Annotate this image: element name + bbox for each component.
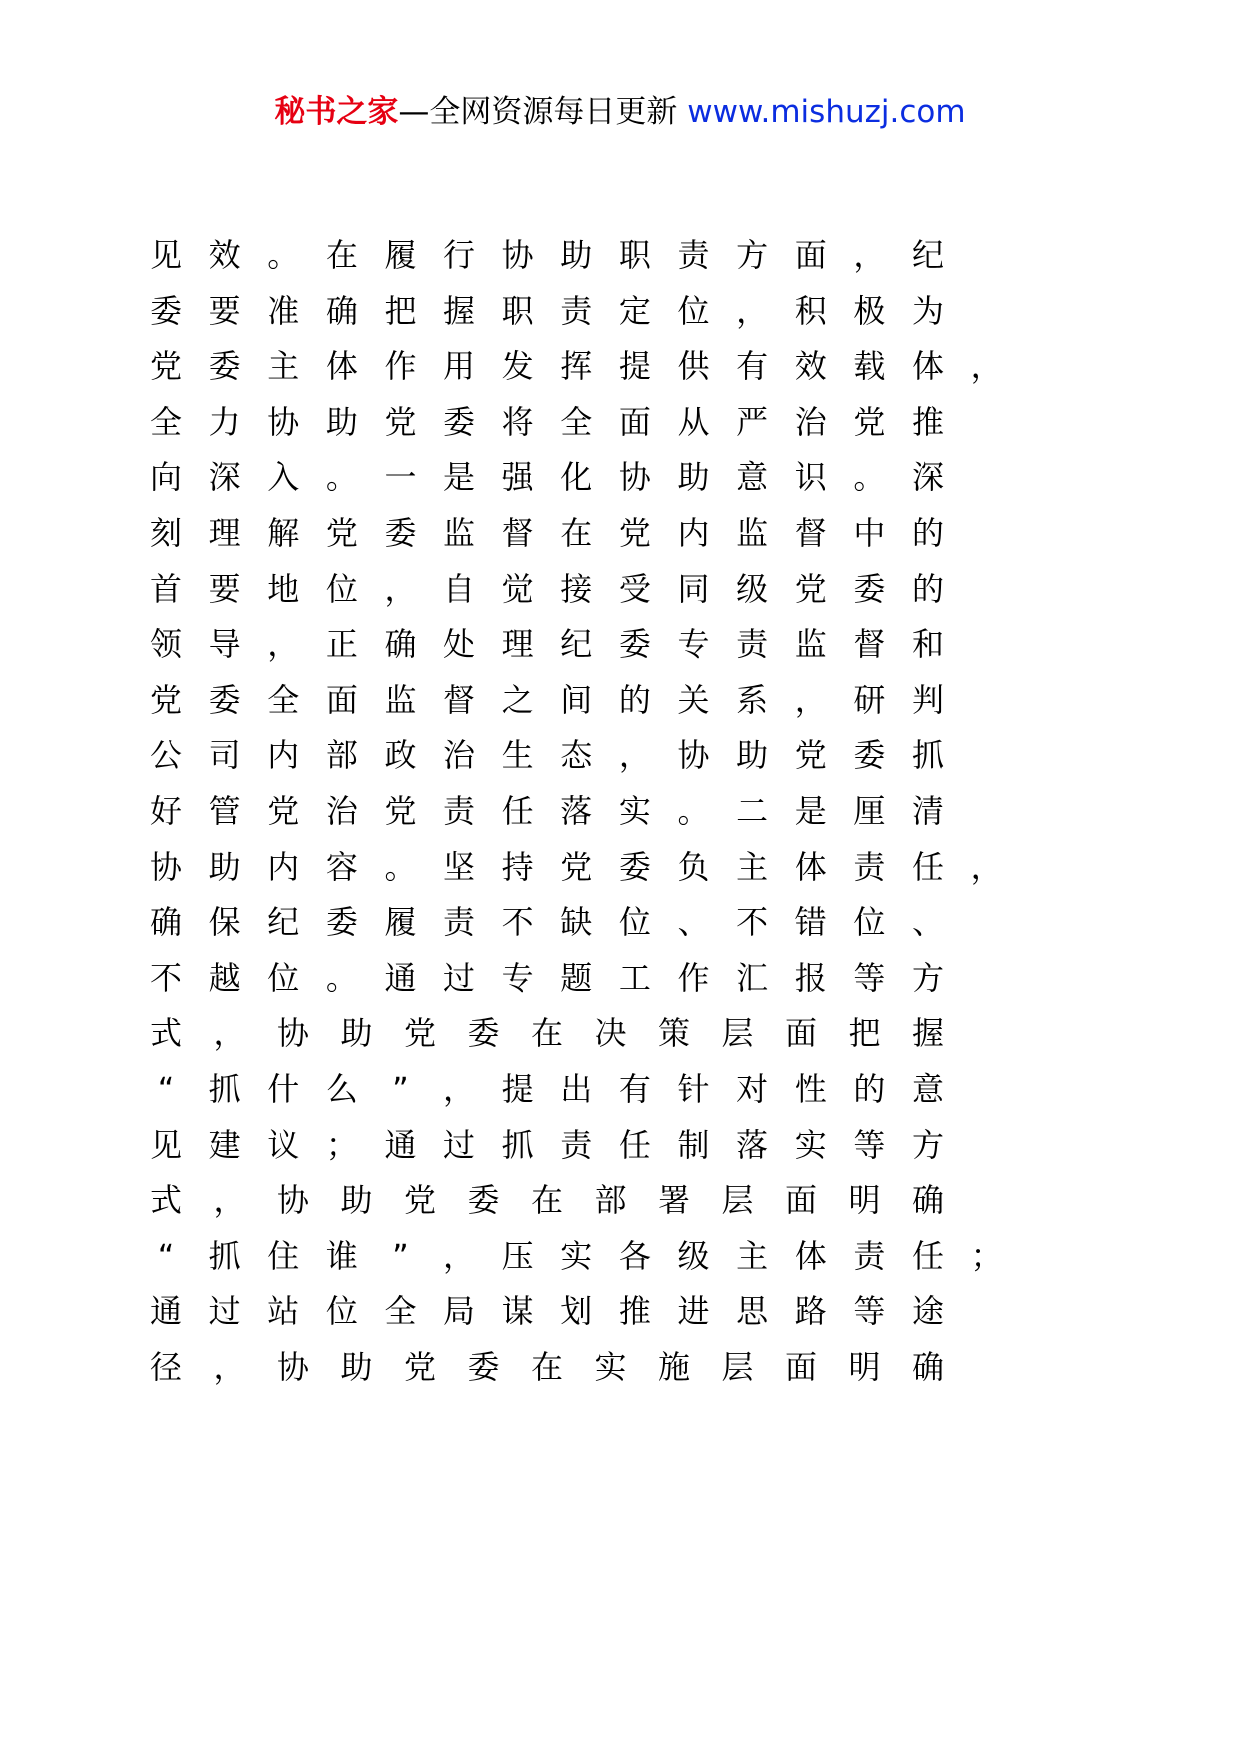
text-char: 内 bbox=[267, 736, 300, 775]
text-char: 要 bbox=[208, 291, 241, 330]
text-char: 内 bbox=[267, 847, 300, 886]
text-char: 职 bbox=[618, 236, 651, 274]
text-char: 决 bbox=[594, 1014, 627, 1053]
text-char: 一 bbox=[384, 458, 417, 497]
text-char: ” bbox=[392, 1070, 409, 1108]
text-char: 、 bbox=[677, 903, 710, 942]
text-char: 确 bbox=[325, 291, 358, 330]
text-char: 纪 bbox=[911, 236, 944, 274]
text-char: 监 bbox=[443, 514, 476, 552]
text-char: 面 bbox=[784, 1014, 817, 1053]
text-char: 监 bbox=[384, 680, 417, 719]
text-char: 握 bbox=[443, 291, 476, 330]
text-char: 党 bbox=[325, 514, 358, 552]
text-char: 对 bbox=[736, 1070, 769, 1108]
text-char: 意 bbox=[736, 458, 769, 497]
text-char: 党 bbox=[149, 347, 182, 386]
text-char: 报 bbox=[794, 958, 827, 997]
text-char: 提 bbox=[618, 347, 651, 386]
text-char: 任 bbox=[911, 1236, 944, 1275]
site-brand: 秘书之家 bbox=[274, 94, 399, 130]
text-char: 落 bbox=[560, 792, 593, 830]
text-char: 委 bbox=[325, 903, 358, 942]
text-char: 的 bbox=[618, 680, 651, 719]
text-char: 委 bbox=[467, 1348, 500, 1386]
text-char: 谁 bbox=[325, 1236, 358, 1275]
text-char: 协 bbox=[677, 736, 710, 775]
text-char: 在 bbox=[530, 1014, 563, 1053]
text-char: 督 bbox=[853, 625, 886, 664]
text-char: 抓 bbox=[911, 736, 944, 775]
text-char: 定 bbox=[618, 291, 651, 330]
text-char: 助 bbox=[677, 458, 710, 497]
text-char: 通 bbox=[384, 1125, 417, 1164]
text-char: 。 bbox=[853, 458, 886, 497]
text-char: 党 bbox=[403, 1181, 436, 1220]
text-char: 实 bbox=[560, 1236, 593, 1275]
text-char: 好 bbox=[149, 792, 182, 830]
text-char: 职 bbox=[501, 291, 534, 330]
text-char: 委 bbox=[618, 847, 651, 886]
text-char: 觉 bbox=[501, 569, 534, 608]
site-slogan: —全网资源每日更新 bbox=[398, 94, 678, 130]
text-char: ， bbox=[970, 347, 1003, 386]
text-char: 路 bbox=[794, 1292, 827, 1331]
text-char: 责 bbox=[736, 625, 769, 664]
text-char: 委 bbox=[853, 736, 886, 775]
text-char: 主 bbox=[736, 847, 769, 886]
text-char: 同 bbox=[677, 569, 710, 608]
text-char: 等 bbox=[853, 1292, 886, 1331]
text-char: 地 bbox=[267, 569, 300, 608]
text-char: 协 bbox=[149, 847, 182, 886]
text-char: 坚 bbox=[443, 847, 476, 886]
text-char: 明 bbox=[848, 1181, 881, 1220]
text-char: 层 bbox=[721, 1181, 754, 1220]
text-char: 主 bbox=[736, 1236, 769, 1275]
text-char: 纪 bbox=[560, 625, 593, 664]
text-char: 助 bbox=[736, 736, 769, 775]
text-char: 协 bbox=[276, 1348, 309, 1386]
text-char: 准 bbox=[267, 291, 300, 330]
text-char: 思 bbox=[736, 1292, 769, 1331]
text-char: 作 bbox=[384, 347, 417, 386]
text-char: 全 bbox=[560, 402, 593, 441]
text-char: 刻 bbox=[149, 514, 182, 552]
text-char: ， bbox=[384, 569, 417, 608]
text-char: 面 bbox=[794, 236, 827, 274]
site-header bbox=[0, 92, 1240, 132]
text-char: 途 bbox=[911, 1292, 944, 1331]
text-char: 党 bbox=[403, 1014, 436, 1053]
text-char: 是 bbox=[794, 792, 827, 830]
text-char: 体 bbox=[325, 347, 358, 386]
text-char: 。 bbox=[384, 847, 417, 886]
text-char: 监 bbox=[794, 625, 827, 664]
text-char: 积 bbox=[794, 291, 827, 330]
text-char: 系 bbox=[736, 680, 769, 719]
text-char: 助 bbox=[340, 1014, 373, 1053]
text-char: 在 bbox=[325, 236, 358, 274]
text-char: 助 bbox=[340, 1348, 373, 1386]
text-char: 党 bbox=[267, 792, 300, 830]
text-char: 厘 bbox=[853, 792, 886, 830]
text-char: 委 bbox=[443, 402, 476, 441]
text-char: 委 bbox=[467, 1181, 500, 1220]
text-char: ， bbox=[443, 1236, 476, 1275]
text-char: 什 bbox=[267, 1070, 300, 1108]
text-char: ； bbox=[970, 1236, 1003, 1275]
text-char: 面 bbox=[784, 1348, 817, 1386]
text-char: 不 bbox=[149, 958, 182, 997]
text-char: 方 bbox=[911, 1125, 944, 1164]
text-char: 任 bbox=[618, 1125, 651, 1164]
text-char: 保 bbox=[208, 903, 241, 942]
text-char: 履 bbox=[384, 236, 417, 274]
text-char: ， bbox=[267, 625, 300, 664]
text-char: 实 bbox=[618, 792, 651, 830]
text-char: 式 bbox=[149, 1181, 182, 1220]
text-char: 助 bbox=[208, 847, 241, 886]
text-char: 在 bbox=[530, 1181, 563, 1220]
text-char: 抓 bbox=[501, 1125, 534, 1164]
text-char: 题 bbox=[560, 958, 593, 997]
text-char: 委 bbox=[208, 680, 241, 719]
text-char: 挥 bbox=[560, 347, 593, 386]
text-char: 越 bbox=[208, 958, 241, 997]
text-char: 责 bbox=[560, 291, 593, 330]
text-char: 主 bbox=[267, 347, 300, 386]
text-char: 制 bbox=[677, 1125, 710, 1164]
text-char: 责 bbox=[853, 847, 886, 886]
text-char: 责 bbox=[443, 903, 476, 942]
text-char: 助 bbox=[560, 236, 593, 274]
text-char: 要 bbox=[208, 569, 241, 608]
text-char: 层 bbox=[721, 1348, 754, 1386]
text-char: 。 bbox=[325, 458, 358, 497]
text-char: ， bbox=[213, 1181, 246, 1220]
text-char: 公 bbox=[149, 736, 182, 775]
text-char: 专 bbox=[501, 958, 534, 997]
text-char: 面 bbox=[784, 1181, 817, 1220]
text-char: 督 bbox=[501, 514, 534, 552]
text-char: 位 bbox=[618, 903, 651, 942]
text-char: 极 bbox=[853, 291, 886, 330]
text-char: 推 bbox=[911, 402, 944, 441]
text-char: 位 bbox=[267, 958, 300, 997]
text-char: ， bbox=[970, 847, 1003, 886]
text-char: 党 bbox=[618, 514, 651, 552]
text-char: 通 bbox=[149, 1292, 182, 1331]
text-char: 出 bbox=[560, 1070, 593, 1108]
text-char: 针 bbox=[677, 1070, 710, 1108]
text-char: 党 bbox=[149, 680, 182, 719]
text-char: 严 bbox=[736, 402, 769, 441]
text-char: 议 bbox=[267, 1125, 300, 1164]
text-char: 住 bbox=[267, 1236, 300, 1275]
text-char: 汇 bbox=[736, 958, 769, 997]
text-char: 是 bbox=[443, 458, 476, 497]
text-char: 方 bbox=[911, 958, 944, 997]
text-char: 间 bbox=[560, 680, 593, 719]
text-char: 将 bbox=[501, 402, 534, 441]
text-char: 位 bbox=[677, 291, 710, 330]
text-char: 接 bbox=[560, 569, 593, 608]
text-char: 解 bbox=[267, 514, 300, 552]
text-char: 的 bbox=[911, 569, 944, 608]
text-char: 任 bbox=[911, 847, 944, 886]
text-char: 自 bbox=[443, 569, 476, 608]
text-char: 助 bbox=[325, 402, 358, 441]
text-char: 研 bbox=[853, 680, 886, 719]
text-char: 党 bbox=[794, 736, 827, 775]
text-char: 缺 bbox=[560, 903, 593, 942]
text-char: 管 bbox=[208, 792, 241, 830]
text-char: ， bbox=[736, 291, 769, 330]
text-char: ， bbox=[853, 236, 886, 274]
text-char: 明 bbox=[848, 1348, 881, 1386]
text-char: 供 bbox=[677, 347, 710, 386]
text-char: 推 bbox=[618, 1292, 651, 1331]
text-char: 确 bbox=[911, 1348, 944, 1386]
text-char: 谋 bbox=[501, 1292, 534, 1331]
text-char: 通 bbox=[384, 958, 417, 997]
text-char: 部 bbox=[325, 736, 358, 775]
text-char: 抓 bbox=[208, 1236, 241, 1275]
text-char: 过 bbox=[208, 1292, 241, 1331]
text-char: 的 bbox=[911, 514, 944, 552]
text-char: 督 bbox=[794, 514, 827, 552]
text-char: ， bbox=[213, 1014, 246, 1053]
text-char: 委 bbox=[384, 514, 417, 552]
text-char: 。 bbox=[267, 236, 300, 274]
text-char: 在 bbox=[560, 514, 593, 552]
text-char: 理 bbox=[501, 625, 534, 664]
text-char: 关 bbox=[677, 680, 710, 719]
text-char: 责 bbox=[677, 236, 710, 274]
text-char: 施 bbox=[657, 1348, 690, 1386]
text-char: 等 bbox=[853, 1125, 886, 1164]
text-char: 实 bbox=[794, 1125, 827, 1164]
text-char: 把 bbox=[384, 291, 417, 330]
text-char: 责 bbox=[560, 1125, 593, 1164]
text-char: 行 bbox=[443, 236, 476, 274]
text-char: 作 bbox=[677, 958, 710, 997]
text-char: ” bbox=[392, 1236, 409, 1275]
text-char: 协 bbox=[501, 236, 534, 274]
text-char: 监 bbox=[736, 514, 769, 552]
text-char: 任 bbox=[501, 792, 534, 830]
text-char: 强 bbox=[501, 458, 534, 497]
text-char: 为 bbox=[911, 291, 944, 330]
text-char: 协 bbox=[276, 1014, 309, 1053]
text-char: 有 bbox=[618, 1070, 651, 1108]
text-char: 。 bbox=[325, 958, 358, 997]
text-char: 从 bbox=[677, 402, 710, 441]
text-char: 协 bbox=[267, 402, 300, 441]
text-char: 深 bbox=[911, 458, 944, 497]
text-char: 体 bbox=[794, 1236, 827, 1275]
text-char: “ bbox=[157, 1236, 175, 1275]
text-char: 委 bbox=[208, 347, 241, 386]
text-char: 理 bbox=[208, 514, 241, 552]
text-char: 助 bbox=[340, 1181, 373, 1220]
text-char: 确 bbox=[911, 1181, 944, 1220]
text-char: 么 bbox=[325, 1070, 358, 1108]
text-char: 见 bbox=[149, 1125, 182, 1164]
text-char: 协 bbox=[276, 1181, 309, 1220]
text-char: 政 bbox=[384, 736, 417, 775]
text-char: 首 bbox=[149, 569, 182, 608]
text-char: “ bbox=[157, 1070, 175, 1108]
text-char: 生 bbox=[501, 736, 534, 775]
text-char: 方 bbox=[736, 236, 769, 274]
text-char: 握 bbox=[911, 1014, 944, 1053]
text-char: 策 bbox=[657, 1014, 690, 1053]
text-char: ， bbox=[794, 680, 827, 719]
text-char: 等 bbox=[853, 958, 886, 997]
text-char: ； bbox=[325, 1125, 358, 1164]
text-char: 错 bbox=[794, 903, 827, 942]
text-char: 入 bbox=[267, 458, 300, 497]
text-char: 党 bbox=[384, 792, 417, 830]
text-char: 受 bbox=[618, 569, 651, 608]
text-char: 容 bbox=[325, 847, 358, 886]
text-char: 体 bbox=[911, 347, 944, 386]
text-char: 抓 bbox=[208, 1070, 241, 1108]
text-char: 识 bbox=[794, 458, 827, 497]
text-char: 专 bbox=[677, 625, 710, 664]
text-char: 协 bbox=[618, 458, 651, 497]
text-char: 党 bbox=[560, 847, 593, 886]
text-char: 正 bbox=[325, 625, 358, 664]
text-char: 径 bbox=[149, 1348, 182, 1386]
text-char: 全 bbox=[149, 402, 182, 441]
text-char: 部 bbox=[594, 1181, 627, 1220]
text-char: 把 bbox=[848, 1014, 881, 1053]
text-char: 化 bbox=[560, 458, 593, 497]
text-char: 性 bbox=[794, 1070, 827, 1108]
text-char: 领 bbox=[149, 625, 182, 664]
text-char: 、 bbox=[911, 903, 944, 942]
text-char: ， bbox=[213, 1348, 246, 1386]
text-char: 效 bbox=[208, 236, 241, 274]
text-char: 不 bbox=[501, 903, 534, 942]
text-char: 见 bbox=[149, 236, 182, 274]
text-char: 督 bbox=[443, 680, 476, 719]
text-char: 委 bbox=[853, 569, 886, 608]
text-char: 责 bbox=[853, 1236, 886, 1275]
text-char: 位 bbox=[325, 1292, 358, 1331]
text-char: 效 bbox=[794, 347, 827, 386]
text-char: 和 bbox=[911, 625, 944, 664]
text-char: 面 bbox=[618, 402, 651, 441]
text-char: 处 bbox=[443, 625, 476, 664]
text-char: 位 bbox=[853, 903, 886, 942]
text-char: 式 bbox=[149, 1014, 182, 1053]
text-char: 各 bbox=[618, 1236, 651, 1275]
text-char: 级 bbox=[677, 1236, 710, 1275]
text-char: 中 bbox=[853, 514, 886, 552]
text-char: 持 bbox=[501, 847, 534, 886]
text-char: 力 bbox=[208, 402, 241, 441]
text-char: 层 bbox=[721, 1014, 754, 1053]
text-char: 委 bbox=[467, 1014, 500, 1053]
text-char: 治 bbox=[443, 736, 476, 775]
text-char: 治 bbox=[325, 792, 358, 830]
text-char: 导 bbox=[208, 625, 241, 664]
text-char: 工 bbox=[618, 958, 651, 997]
text-char: 全 bbox=[384, 1292, 417, 1331]
text-char: 面 bbox=[325, 680, 358, 719]
text-char: 。 bbox=[677, 792, 710, 830]
text-char: 负 bbox=[677, 847, 710, 886]
text-char: 责 bbox=[443, 792, 476, 830]
site-url-link[interactable]: www.mishuzj.com bbox=[687, 94, 966, 130]
text-char: 级 bbox=[736, 569, 769, 608]
text-char: 党 bbox=[794, 569, 827, 608]
text-char: 委 bbox=[618, 625, 651, 664]
text-char: 司 bbox=[208, 736, 241, 775]
text-char: 局 bbox=[443, 1292, 476, 1331]
text-char: 党 bbox=[384, 402, 417, 441]
text-char: 态 bbox=[560, 736, 593, 775]
text-char: 实 bbox=[594, 1348, 627, 1386]
text-char: 履 bbox=[384, 903, 417, 942]
text-char: 位 bbox=[325, 569, 358, 608]
text-char: 确 bbox=[384, 625, 417, 664]
text-char: 委 bbox=[149, 291, 182, 330]
text-char: 落 bbox=[736, 1125, 769, 1164]
text-char: 提 bbox=[501, 1070, 534, 1108]
text-char: 建 bbox=[208, 1125, 241, 1164]
text-char: ， bbox=[443, 1070, 476, 1108]
text-char: 用 bbox=[443, 347, 476, 386]
text-char: 体 bbox=[794, 847, 827, 886]
text-char: 深 bbox=[208, 458, 241, 497]
text-char: 意 bbox=[911, 1070, 944, 1108]
text-char: 之 bbox=[501, 680, 534, 719]
text-char: 清 bbox=[911, 792, 944, 830]
text-char: 载 bbox=[853, 347, 886, 386]
text-char: 过 bbox=[443, 1125, 476, 1164]
text-char: 二 bbox=[736, 792, 769, 830]
text-char: ， bbox=[618, 736, 651, 775]
text-char: 纪 bbox=[267, 903, 300, 942]
text-char: 全 bbox=[267, 680, 300, 719]
text-char: 判 bbox=[911, 680, 944, 719]
text-char: 党 bbox=[853, 402, 886, 441]
text-char: 向 bbox=[149, 458, 182, 497]
text-char: 压 bbox=[501, 1236, 534, 1275]
text-char: 党 bbox=[403, 1348, 436, 1386]
text-char: 有 bbox=[736, 347, 769, 386]
text-char: 站 bbox=[267, 1292, 300, 1331]
text-char: 确 bbox=[149, 903, 182, 942]
text-char: 过 bbox=[443, 958, 476, 997]
text-char: 在 bbox=[530, 1348, 563, 1386]
text-char: 署 bbox=[657, 1181, 690, 1220]
text-char: 划 bbox=[560, 1292, 593, 1331]
text-char: 内 bbox=[677, 514, 710, 552]
text-char: 进 bbox=[677, 1292, 710, 1331]
text-char: 不 bbox=[736, 903, 769, 942]
text-char: 治 bbox=[794, 402, 827, 441]
text-char: 发 bbox=[501, 347, 534, 386]
text-char: 的 bbox=[853, 1070, 886, 1108]
